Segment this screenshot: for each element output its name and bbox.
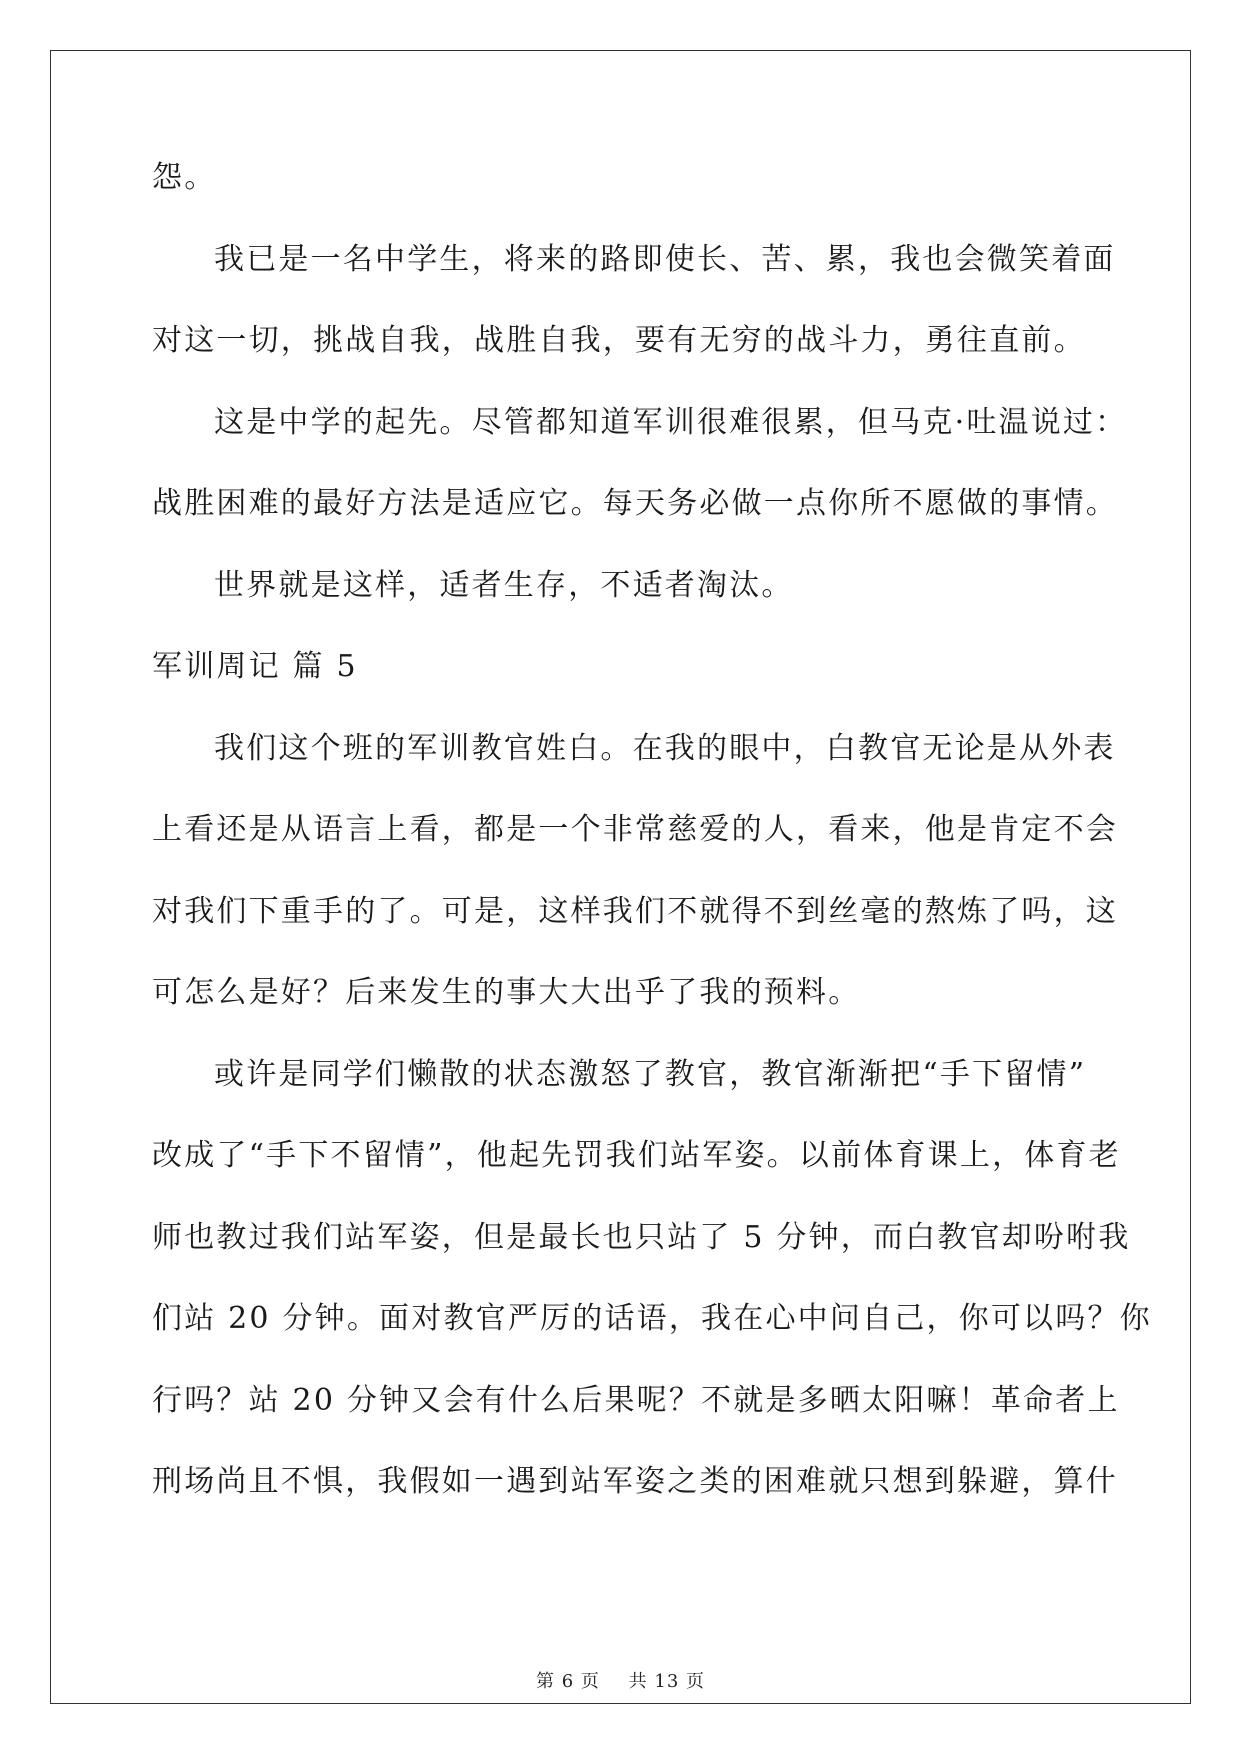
text-line: 怨。: [152, 160, 217, 195]
text-line: 战胜困难的最好方法是适应它。每天务必做一点你所不愿做的事情。: [152, 486, 1118, 521]
text-line: 上看还是从语言上看，都是一个非常慈爱的人，看来，他是肯定不会: [152, 812, 1118, 847]
text-line: 对这一切，挑战自我，战胜自我，要有无穷的战斗力，勇往直前。: [152, 323, 1086, 358]
page-number: 第 6 页: [536, 1671, 600, 1692]
text-line: 改成了“手下不留情”，他起先罚我们站军姿。以前体育课上，体育老: [152, 1138, 1121, 1173]
text-line: 我们这个班的军训教官姓白。在我的眼中，白教官无论是从外表: [214, 730, 1116, 766]
page-footer: [0, 1667, 1241, 1693]
document-body: [152, 158, 1152, 1544]
text-line: 我已是一名中学生，将来的路即使长、苦、累，我也会微笑着面: [214, 241, 1116, 277]
text-line: 可怎么是好？后来发生的事大大出乎了我的预料。: [152, 975, 861, 1010]
text-line: 们站 20 分钟。面对教官严厉的话语，我在心中问自己，你可以吗？你: [152, 1301, 1152, 1336]
text-line: 这是中学的起先。尽管都知道军训很难很累，但马克·吐温说过：: [214, 404, 1128, 440]
text-line: 行吗？站 20 分钟又会有什么后果呢？不就是多晒太阳嘛！革命者上: [152, 1382, 1120, 1418]
text-line: 世界就是这样，适者生存，不适者淘汰。: [214, 567, 794, 603]
text-line: 刑场尚且不惧，我假如一遇到站军姿之类的困难就只想到躲避，算什: [152, 1464, 1118, 1499]
page-total: 共 13 页: [628, 1671, 705, 1692]
text-line: 对我们下重手的了。可是，这样我们不就得不到丝毫的熬炼了吗，这: [152, 893, 1118, 929]
text-line: 军训周记 篇 5: [152, 649, 358, 684]
text-line: 或许是同学们懒散的状态激怒了教官，教官渐渐把“手下留情”: [214, 1056, 1087, 1092]
text-line: 师也教过我们站军姿，但是最长也只站了 5 分钟，而白教官却吩咐我: [152, 1219, 1131, 1255]
